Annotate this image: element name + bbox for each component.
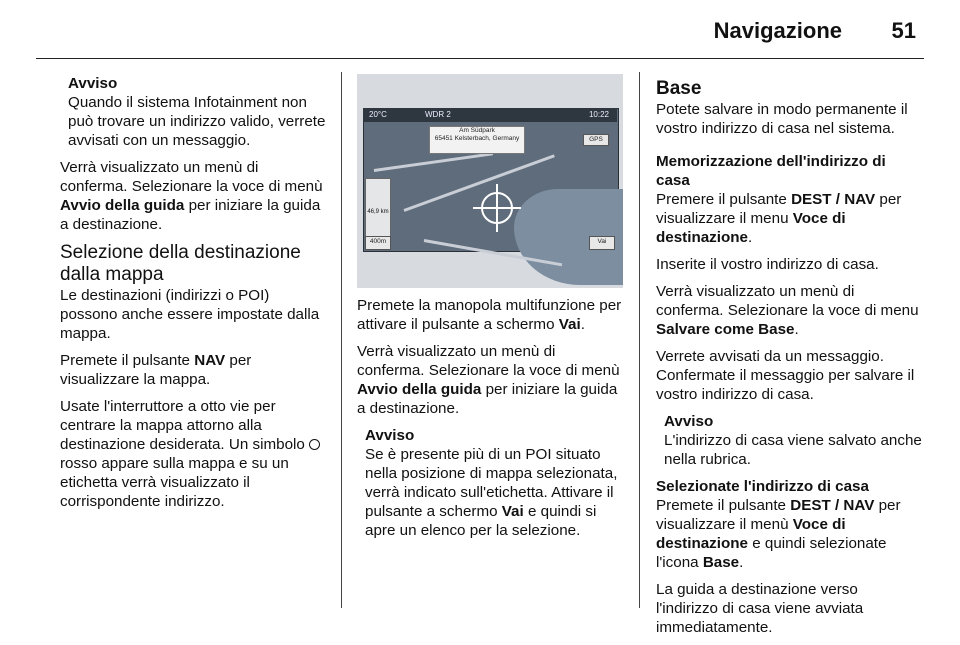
ring-symbol-icon [309, 439, 320, 450]
note-text: Quando il sistema Infotainment non può trovare un indirizzo valido, verrete avvisati con un messaggio. [68, 94, 326, 149]
note-title: Avviso [365, 427, 415, 444]
note-box [357, 426, 625, 540]
column-right [656, 78, 922, 645]
column-middle [357, 296, 625, 548]
icon-ref: Base [702, 554, 740, 571]
clock: 10:22 [588, 110, 609, 119]
paragraph: La guida a destinazione verso l'indirizzo di casa viene avviata immediatamente. [656, 581, 864, 636]
paragraph [60, 158, 330, 234]
paragraph [656, 282, 922, 339]
menu-item-ref: Salvare come Base [656, 321, 795, 338]
text: per iniziare la guida a destinazione. [60, 197, 321, 233]
paragraph [60, 351, 330, 389]
button-ref: DEST / NAV [790, 497, 875, 514]
text: Premete la manopola multifunzione per attivare il pulsante a schermo [357, 297, 622, 333]
paragraph: Inserite il vostro indirizzo di casa. [656, 256, 879, 273]
text: per iniziare la guida a destinazione. [357, 381, 618, 417]
text: per visualizzare la mappa. [60, 352, 252, 388]
button-ref: DEST / NAV [791, 191, 876, 208]
paragraph [357, 296, 625, 334]
temperature: 20°C [369, 110, 387, 119]
note-title: Avviso [68, 75, 118, 92]
page-number: 51 [891, 18, 916, 43]
column-divider [341, 72, 342, 608]
column-divider [639, 72, 640, 608]
button-ref: Vai [501, 503, 524, 520]
section-title: Navigazione [713, 18, 842, 43]
button-ref: Vai [558, 316, 581, 333]
menu-item-ref: Avvio della guida [60, 197, 185, 214]
header-rule [36, 58, 924, 59]
button-ref: NAV [194, 352, 226, 369]
menu-ref: Voce di destinazione [656, 516, 846, 552]
note-title: Avviso [664, 413, 714, 430]
section-heading: Selezione della destinazione dalla mappa [60, 242, 301, 285]
radio-station: WDR 2 [425, 110, 451, 119]
paragraph [656, 190, 922, 247]
navigation-map-image [357, 74, 623, 288]
address-line: 65451 Kelsterbach, Germany [434, 135, 520, 142]
note-text: Se è presente più di un POI situato nella posizione di mappa selezionata, verrà indicato sull'etichetta. Attivare il pulsante a schermo [365, 446, 618, 520]
menu-item-ref: Avvio della guida [357, 381, 482, 398]
gps-button[interactable]: GPS [583, 134, 609, 146]
text: . [739, 554, 744, 571]
address-line: Am Südpark [459, 127, 495, 134]
paragraph [60, 397, 330, 511]
distance-readout: 46,9 km [367, 209, 389, 215]
menu-ref: Voce di destinazione [656, 210, 846, 246]
paragraph: Potete salvare in modo permanente il vostro indirizzo di casa nel sistema. [656, 101, 908, 137]
note-box [60, 74, 330, 150]
crosshair-icon [481, 192, 513, 224]
scale-readout: 400m [365, 236, 391, 250]
note-text: L'indirizzo di casa viene salvato anche nella rubrica. [664, 432, 922, 468]
text: Usate l'interruttore a otto vie per centrare la mappa attorno alla destinazione desiderata. Un simbolo [60, 398, 310, 453]
status-bar [363, 108, 617, 122]
text: rosso appare sulla mappa e su un etichetta verrà visualizzato il corrispondente indirizzo. [60, 455, 289, 510]
subheading: Memorizzazione dell'indirizzo di casa [656, 153, 886, 189]
text: Verrà visualizzato un menù di conferma. Selezionare la voce di menu [656, 283, 919, 319]
text: e quindi selezionate l'icona [656, 535, 887, 571]
vai-button[interactable]: Vai [589, 236, 615, 250]
paragraph [656, 496, 922, 572]
text: per visualizzare il menu [656, 191, 902, 227]
text: Premere il pulsante [656, 191, 792, 208]
text: . [794, 321, 799, 338]
text: per visualizzare il menù [656, 497, 901, 533]
text: . [580, 316, 585, 333]
text: . [748, 229, 753, 246]
subheading: Selezionate l'indirizzo di casa [656, 478, 869, 495]
paragraph: Verrete avvisati da un messaggio. Confermate il messaggio per salvare il vostro indirizzo di casa. [656, 348, 915, 403]
map-side-panel [365, 178, 391, 242]
section-heading: Base [656, 78, 702, 99]
address-label [429, 126, 525, 154]
text: Premete il pulsante [60, 352, 195, 369]
paragraph: Le destinazioni (indirizzi o POI) possono anche essere impostate dalla mappa. [60, 287, 320, 342]
text: Verrà visualizzato un menù di conferma. Selezionare la voce di menù [60, 159, 323, 195]
note-text: e quindi si apre un elenco per la selezione. [365, 503, 597, 539]
page-header [0, 0, 960, 62]
column-left [60, 74, 330, 519]
paragraph [357, 342, 625, 418]
text: Premete il pulsante [656, 497, 791, 514]
note-box [656, 412, 922, 469]
road-line [374, 152, 493, 172]
text: Verrà visualizzato un menù di conferma. Selezionare la voce di menù [357, 343, 620, 379]
